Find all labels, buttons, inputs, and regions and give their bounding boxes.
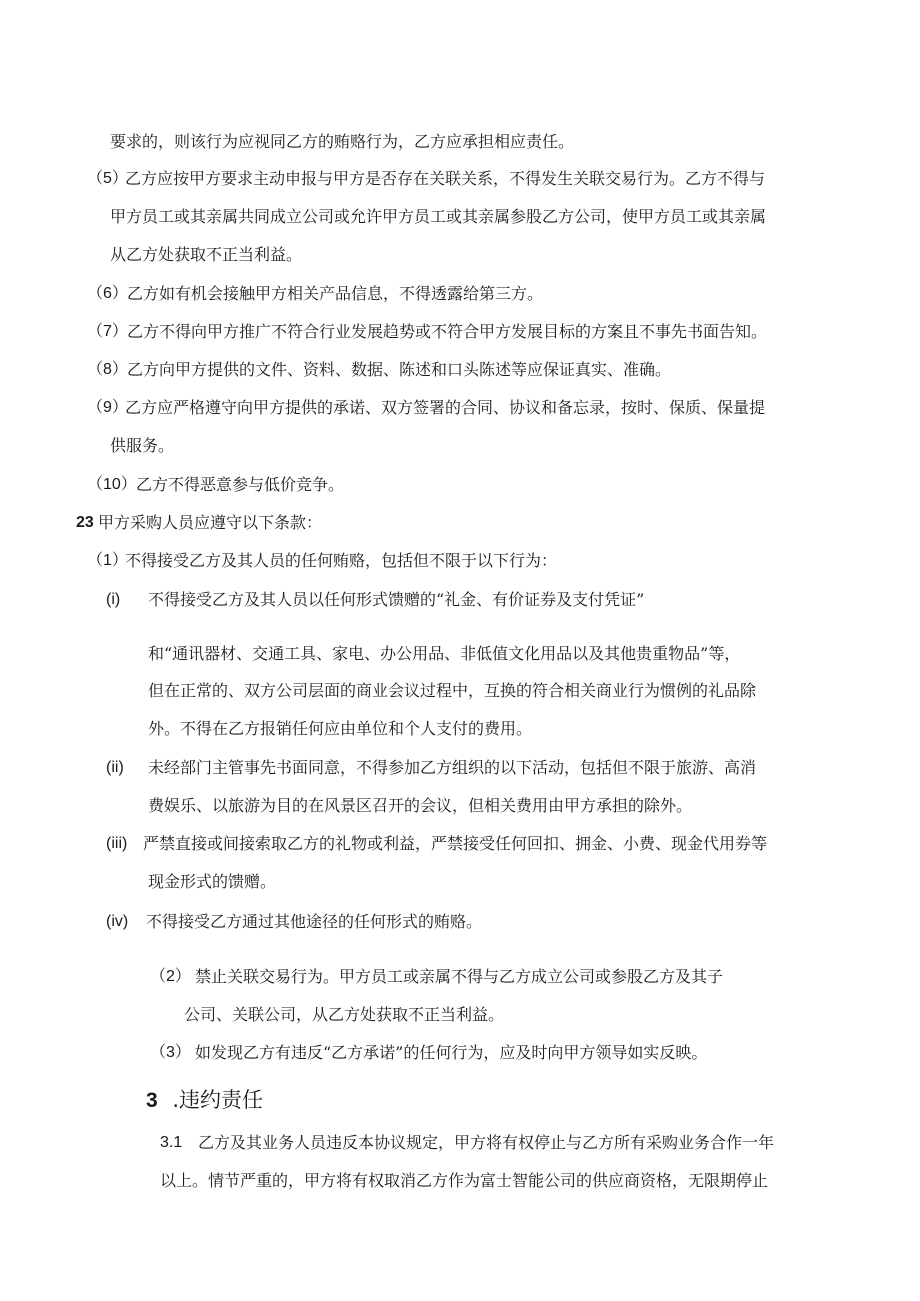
paragraph-3-1-line-2: 以上。情节严重的，甲方将有权取消乙方作为富士智能公司的供应商资格，无限期停止 xyxy=(160,1171,769,1190)
clause-1-label: （1） xyxy=(87,552,128,569)
item-7-label: （7） xyxy=(87,323,128,340)
clause-2-line-2: 公司、关联公司，从乙方处获取不正当利益。 xyxy=(184,1005,505,1024)
subclause-iv-line-1: 不得接受乙方通过其他途径的任何形式的贿赂。 xyxy=(146,912,483,931)
subclause-i-line-4: 外。不得在乙方报销任何应由单位和个人支付的费用。 xyxy=(148,719,533,738)
item-8-label: （8） xyxy=(87,361,128,378)
item-9-label: （9） xyxy=(87,399,128,416)
subclause-i-line-3: 但在正常的、双方公司层面的商业会议过程中，互换的符合相关商业行为惯例的礼品除 xyxy=(148,681,757,700)
paragraph-3-1-number: 3.1 xyxy=(160,1134,183,1151)
item-5-line-2: 甲方员工或其亲属共同成立公司或允许甲方员工或其亲属参股乙方公司，使甲方员工或其亲属 xyxy=(110,207,767,226)
item-5-line-1: 乙方应按甲方要求主动申报与甲方是否存在关联关系，不得发生关联交易行为。乙方不得与 xyxy=(125,169,766,188)
section-23-number: 23 xyxy=(76,514,94,531)
item-9-line-1: 乙方应严格遵守向甲方提供的承诺、双方签署的合同、协议和备忘录，按时、保质、保量提 xyxy=(125,398,766,417)
subclause-iii-line-2: 现金形式的馈赠。 xyxy=(148,872,277,891)
section-3-title: .违约责任 xyxy=(172,1088,264,1112)
item-6-label: （6） xyxy=(87,285,128,302)
item-9-line-2: 供服务。 xyxy=(110,436,175,455)
item-8-line-1: 乙方向甲方提供的文件、资料、数据、陈述和口头陈述等应保证真实、准确。 xyxy=(127,360,672,379)
item-6-line-1: 乙方如有机会接触甲方相关产品信息，不得透露给第三方。 xyxy=(127,284,544,303)
subclause-iii-label: (iii) xyxy=(106,835,128,852)
clause-2-line-1: 禁止关联交易行为。甲方员工或亲属不得与乙方成立公司或参股乙方及其子 xyxy=(195,967,724,986)
subclause-iii-line-1: 严禁直接或间接索取乙方的礼物或利益，严禁接受任何回扣、拥金、小费、现金代用券等 xyxy=(143,834,768,853)
subclause-ii-line-1: 未经部门主管事先书面同意，不得参加乙方组织的以下活动，包括但不限于旅游、高消 xyxy=(148,758,757,777)
section-3-heading xyxy=(146,1086,263,1115)
subclause-ii-label: (ii) xyxy=(106,759,124,776)
clause-1-text: 不得接受乙方及其人员的任何贿赂，包括但不限于以下行为： xyxy=(125,551,558,570)
clause-3-line-1: 如发现乙方有违反“乙方承诺”的任何行为，应及时向甲方领导如实反映。 xyxy=(195,1043,708,1062)
subclause-i-line-2: 和“通讯器材、交通工具、家电、办公用品、非低值文化用品以及其他贵重物品”等， xyxy=(148,644,741,663)
subclause-iv-label: (iv) xyxy=(106,913,129,930)
subclause-i-label: (i) xyxy=(106,591,121,608)
item-10-label: （10） xyxy=(87,476,137,493)
clause-3-label: （3） xyxy=(150,1044,191,1061)
paragraph-line: 要求的，则该行为应视同乙方的贿赂行为，乙方应承担相应责任。 xyxy=(110,132,575,151)
section-3-number: 3 xyxy=(146,1089,158,1112)
section-23-heading: 甲方采购人员应遵守以下条款： xyxy=(98,513,323,532)
subclause-ii-line-2: 费娱乐、以旅游为目的在风景区召开的会议，但相关费用由甲方承担的除外。 xyxy=(148,796,693,815)
item-7-line-1: 乙方不得向甲方推广不符合行业发展趋势或不符合甲方发展目标的方案且不事先书面告知。 xyxy=(127,322,768,341)
item-5-line-3: 从乙方处获取不正当利益。 xyxy=(110,245,303,264)
clause-2-label: （2） xyxy=(150,968,191,985)
item-10-line-1: 乙方不得恶意参与低价竞争。 xyxy=(136,475,345,494)
item-5-label: （5） xyxy=(87,170,128,187)
paragraph-3-1-line-1: 乙方及其业务人员违反本协议规定，甲方将有权停止与乙方所有采购业务合作一年 xyxy=(198,1133,775,1152)
subclause-i-line-1: 不得接受乙方及其人员以任何形式馈赠的“礼金、有价证券及支付凭证” xyxy=(148,590,645,609)
